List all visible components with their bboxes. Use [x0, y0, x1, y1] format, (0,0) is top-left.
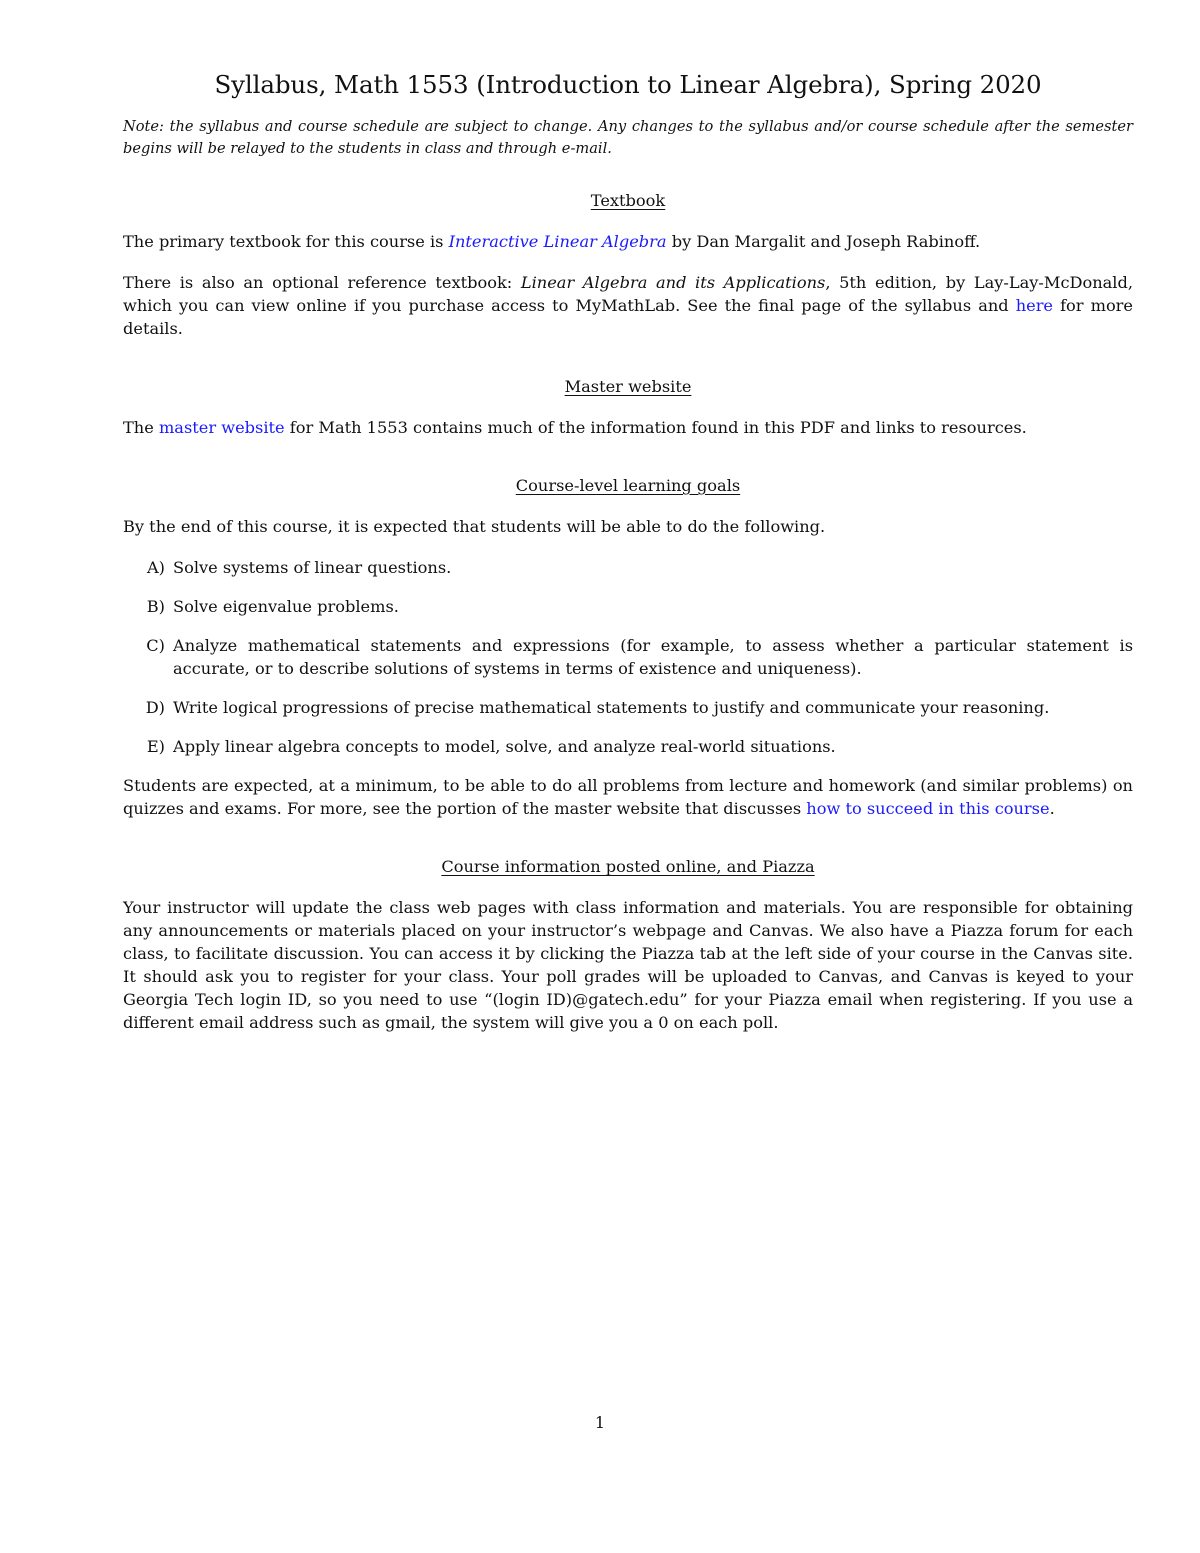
how-to-succeed-link[interactable]: how to succeed in this course: [806, 799, 1050, 818]
list-item: [123, 735, 1133, 758]
goals-intro: By the end of this course, it is expected that students will be able to do the following.: [123, 517, 826, 536]
text-fragment: .: [1049, 799, 1055, 818]
section-heading-label: Textbook: [590, 191, 666, 210]
text-fragment: The primary textbook for this course is: [123, 232, 449, 251]
section-heading-label: Course information posted online, and Piazza: [441, 857, 815, 876]
text-fragment: , 5th edition, by Lay-Lay-McDonald, which you can view online if you purchase access to MyMathLab. See the final page of the syllabus and: [123, 273, 1133, 315]
page-number: 1: [594, 1413, 606, 1432]
list-marker: C): [146, 636, 165, 655]
section-heading-label: Master website: [564, 377, 692, 396]
list-item-text: Analyze mathematical statements and expressions (for example, to assess whether a particular statement is accurate, or to describe solutions of systems in terms of existence and uniqueness).: [173, 636, 1133, 678]
page-title: Syllabus, Math 1553 (Introduction to Linear Algebra), Spring 2020: [214, 70, 1042, 99]
list-item-text: Write logical progressions of precise mathematical statements to justify and communicate your reasoning.: [173, 698, 1050, 717]
text-fragment: Students are expected, at a minimum, to be able to do all problems from lecture and homework (and similar problems) on quizzes and exams. For more, see the portion of the master website that discusses: [123, 776, 1133, 818]
list-item: [123, 556, 1133, 579]
textbook-reference-paragraph: [123, 271, 1133, 340]
master-website-paragraph: [123, 416, 1133, 439]
text-fragment: for more details.: [123, 296, 1134, 338]
list-item-text: Solve eigenvalue problems.: [173, 597, 399, 616]
syllabus-page: [123, 68, 1133, 1052]
textbook-primary-paragraph: [123, 230, 1133, 253]
section-heading-master-website: [123, 376, 1133, 398]
list-item: [123, 595, 1133, 618]
list-marker: A): [146, 558, 165, 577]
list-item: [123, 634, 1133, 680]
list-item: [123, 696, 1133, 719]
section-heading-textbook: [123, 190, 1133, 212]
here-link[interactable]: here: [1015, 296, 1054, 315]
section-heading-online-piazza: [123, 856, 1133, 878]
reference-book-title: Linear Algebra and its Applications: [520, 273, 826, 292]
list-item-text: Solve systems of linear questions.: [173, 558, 452, 577]
section-heading-label: Course-level learning goals: [515, 476, 741, 495]
list-item-text: Apply linear algebra concepts to model, solve, and analyze real-world situations.: [173, 737, 836, 756]
text-fragment: for Math 1553 contains much of the information found in this PDF and links to resources.: [284, 418, 1027, 437]
change-note: Note: the syllabus and course schedule are subject to change. Any changes to the syllabus and/or course schedule after the semester begins will be relayed to the students in class and through e-mail.: [123, 118, 1133, 157]
learning-goals-list: [123, 556, 1133, 758]
online-piazza-paragraph: Your instructor will update the class web pages with class information and materials. You are responsible for obtaining any announcements or materials placed on your instructor’s webpage and Canvas. We also have a Piazza forum for each class, to facilitate discussion. You can access it by clicking the Piazza tab at the left side of your course in the Canvas site. It should ask you to register for your class. Your poll grades will be uploaded to Canvas, and Canvas is keyed to your Georgia Tech login ID, so you need to use “(login ID)@gatech.edu” for your Piazza email when registering. If you use a different email address such as gmail, the system will give you a 0 on each poll.: [123, 898, 1133, 1032]
section-heading-learning-goals: [123, 475, 1133, 497]
goals-outro-paragraph: [123, 774, 1133, 820]
list-marker: B): [146, 597, 165, 616]
master-website-link[interactable]: master website: [158, 418, 285, 437]
interactive-linear-algebra-link[interactable]: Interactive Linear Algebra: [448, 232, 667, 251]
text-fragment: The: [123, 418, 159, 437]
text-fragment: by Dan Margalit and Joseph Rabinoff.: [666, 232, 981, 251]
list-marker: D): [145, 698, 165, 717]
text-fragment: There is also an optional reference textbook:: [123, 273, 521, 292]
list-marker: E): [146, 737, 165, 756]
